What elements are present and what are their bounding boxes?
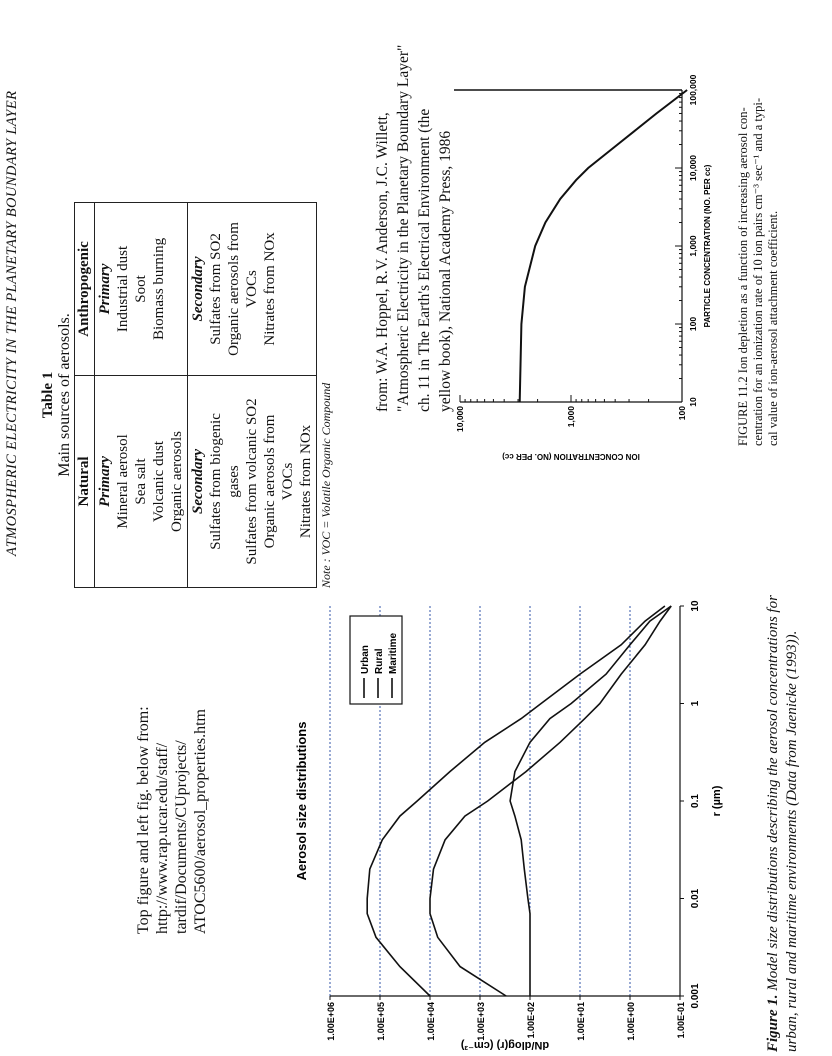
sources-table (74, 202, 317, 588)
running-head: ATMOSPHERIC ELECTRICITY IN THE PLANETARY BOUNDARY LAYER (4, 90, 20, 556)
list-item: gases (226, 465, 242, 498)
series-line-rural (430, 606, 671, 996)
natural-primary-cell (95, 375, 188, 587)
x-tick-label: 0.1 (690, 794, 701, 808)
y-tick-label: 1.00E+03 (476, 1002, 486, 1041)
x-tick-label: 100,000 (688, 74, 698, 106)
y-tick-label: 1.00E+01 (576, 1002, 586, 1041)
citation-line: "Atmospheric Electricity in the Planetary Boundary Layer" (395, 44, 412, 412)
y-axis-label: ION CONCENTRATION (NO. PER cc) (502, 452, 640, 461)
chart-title: Aerosol size distributions (294, 721, 309, 881)
figure1-caption-bold: Figure 1. (765, 994, 781, 1052)
list-item: Nitrates from NOx (262, 232, 278, 346)
list-item: Sea salt (133, 458, 149, 505)
y-tick-label: 1,000 (566, 406, 576, 428)
citation-line: from: W.A. Hoppel, R.V. Anderson, J.C. Willett, (374, 112, 391, 412)
figure112-caption-line: centration for an ionization rate of 10 ion pairs cm⁻³ sec⁻¹ and a typi- (751, 97, 765, 446)
source-note-line: Top figure and left fig. below from: (135, 706, 152, 934)
y-tick-label: 1.00E+04 (426, 1002, 436, 1041)
list-item: VOCs (280, 462, 296, 501)
series-line-maritime (510, 606, 671, 996)
anthro-secondary-label: Secondary (190, 256, 206, 322)
citation-line: yellow book), National Academy Press, 1986 (437, 130, 454, 412)
aerosol-sources-table (40, 202, 334, 588)
y-tick-label: 1.00E+00 (626, 1002, 636, 1041)
legend-label: Urban (360, 645, 371, 674)
x-tick-label: 10 (688, 397, 698, 407)
source-note-line: http://www.rap.ucar.edu/staff/ (154, 742, 171, 934)
anthro-primary-label: Primary (97, 263, 113, 315)
legend-label: Rural (374, 648, 385, 674)
natural-primary-label: Primary (97, 456, 113, 507)
figure112-caption (736, 16, 781, 446)
table-subtitle: Main sources of aerosols. (56, 313, 73, 477)
legend-label: Maritime (388, 632, 399, 674)
figure1-caption-line2: urban, rural and maritime environments (Data from Jaenicke (1993)). (784, 630, 800, 1052)
table-title: Table 1 (40, 371, 56, 419)
x-axis-label: PARTICLE CONCENTRATION (NO. PER cc) (703, 164, 712, 328)
figure1-caption-line1 (764, 582, 783, 1052)
list-item: Sulfates from biogenic (208, 413, 224, 550)
list-item: VOCs (244, 270, 260, 308)
list-item: Industrial dust (115, 245, 131, 333)
figure1-caption-text: Model size distributions describing the aerosol concentrations for (765, 595, 781, 995)
y-axis-label: dN/dlog(r) (cm⁻³) (460, 1039, 550, 1051)
table-row-primary (95, 203, 188, 588)
table-header-row (75, 203, 95, 588)
anthro-primary-cell (95, 203, 188, 376)
list-item: Soot (133, 275, 149, 303)
table-note: Note : VOC = Volatile Organic Compound (319, 382, 333, 588)
x-axis-label: r (µm) (711, 785, 723, 817)
list-item: Organic aerosols (169, 430, 185, 532)
x-tick-label: 10 (690, 600, 701, 612)
list-item: Mineral aerosol (115, 434, 131, 529)
x-tick-label: 1 (690, 700, 701, 707)
y-tick-label: 1.00E-02 (526, 1002, 536, 1039)
series-line (520, 90, 687, 402)
ion-depletion-chart (440, 0, 740, 466)
y-tick-label: 1.00E+05 (376, 1002, 386, 1041)
source-note-line: ATOC5600/aerosol_properties.htm (192, 708, 209, 934)
figure112-caption-line: FIGURE 11.2 Ion depletion as a function of increasing aerosol con- (736, 107, 750, 446)
natural-secondary-cell (188, 375, 317, 587)
source-note-line: tardif/Documents/CUprojects/ (173, 740, 190, 934)
x-tick-label: 0.01 (690, 888, 701, 909)
anthro-secondary-cell (188, 203, 317, 376)
list-item: Organic aerosols from (262, 414, 278, 549)
list-item: Sulfates from volcanic SO2 (244, 398, 260, 565)
citation-line: ch. 11 in The Earth's Electrical Environment (the (416, 108, 433, 412)
y-tick-label: 100 (677, 406, 687, 421)
list-item: Nitrates from NOx (298, 424, 314, 539)
list-item: Volcanic dust (151, 440, 167, 522)
series-line-urban (367, 606, 665, 996)
aerosol-size-chart (270, 586, 750, 1056)
header-anthropogenic: Anthropogenic (75, 203, 95, 376)
x-tick-label: 10,000 (688, 155, 698, 181)
list-item: Organic aerosols from (226, 222, 242, 356)
source-note (134, 634, 210, 934)
list-item: Sulfates from SO2 (208, 233, 224, 345)
table-row-secondary (188, 203, 317, 588)
x-tick-label: 100 (688, 316, 698, 332)
y-tick-label: 1.00E+06 (326, 1002, 336, 1041)
x-tick-label: 1,000 (688, 235, 698, 257)
header-natural: Natural (75, 375, 95, 587)
figure112-caption-line: cal value of ion-aerosol attachment coefficient. (766, 210, 780, 446)
y-tick-label: 1.00E-01 (676, 1002, 686, 1039)
figure1-caption (764, 582, 802, 1052)
list-item: Biomass burning (151, 237, 167, 341)
y-tick-label: 10,000 (455, 406, 465, 432)
x-tick-label: 0.001 (690, 983, 701, 1009)
natural-secondary-label: Secondary (190, 448, 206, 514)
